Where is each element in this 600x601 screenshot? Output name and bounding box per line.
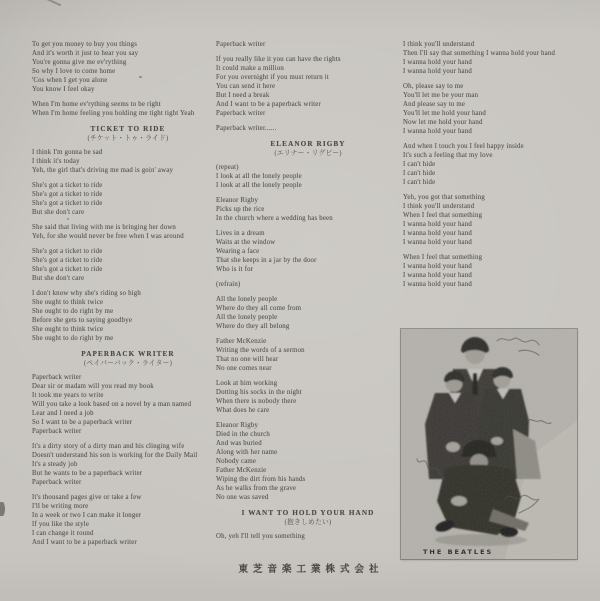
lyric-line: Yeh, the girl that's driving me mad is goin' away [32, 167, 174, 174]
lyric-line: What does he care [216, 407, 270, 414]
lyrics-column-right [403, 40, 595, 295]
beatles-photo [401, 329, 577, 559]
lyric-line: In a week or two I can make it longer [32, 512, 142, 519]
lyric-line: As he walks from the grave [216, 485, 297, 492]
lyric-line: She's got a ticket to ride [32, 248, 103, 255]
song-title: ELEANOR RIGBY [270, 140, 346, 148]
lyric-line: Dotting his socks in the night [216, 389, 302, 396]
lyric-line: No one was saved [216, 494, 269, 501]
lyric-stanza [403, 142, 595, 187]
lyric-line: No one comes near [216, 365, 272, 372]
lyric-stanza [32, 223, 224, 241]
song-heading [32, 124, 224, 144]
lyric-line: I can't hide [403, 179, 436, 186]
lyric-line: And please say to me [403, 101, 466, 108]
lyric-line: And it's worth it just to hear you say [32, 50, 139, 57]
lyric-line: She's got a ticket to ride [32, 200, 103, 207]
lyric-line: Paperback writer [32, 374, 82, 381]
lyric-line: But she don't care [32, 209, 85, 216]
lyric-stanza [32, 100, 224, 118]
lyric-line: Writing the words of a sermon [216, 347, 305, 354]
lyric-line: Paperback writer [32, 428, 82, 435]
song-title: TICKET TO RIDE [90, 125, 166, 133]
lyric-stanza [32, 40, 224, 94]
lyric-stanza [403, 253, 595, 289]
lyric-line: She ought to think twice [32, 326, 104, 333]
song-heading [32, 349, 224, 369]
lyric-line: Lives in a dream [216, 230, 265, 237]
lyric-line: I wanna hold your hand [403, 281, 472, 288]
photo-caption: THE BEATLES [423, 548, 494, 556]
lyric-stanza [32, 181, 224, 217]
lyric-line: I wanna hold your hand [403, 263, 472, 270]
lyric-line: I think I'm gonna be sad [32, 149, 103, 156]
lyric-line: I can't hide [403, 161, 436, 168]
lyric-line: Nobody came [216, 458, 257, 465]
lyric-stanza [216, 532, 400, 541]
lyric-line: You'll let me hold your hand [403, 110, 486, 117]
lyric-line: It's a steady job [32, 461, 78, 468]
lyric-stanza [32, 247, 224, 283]
lyric-line: She ought to think twice [32, 299, 104, 306]
lyric-line: I think you'll understand [403, 203, 475, 210]
song-heading [216, 508, 400, 528]
lyric-line: It's such a feeling that my love [403, 152, 493, 159]
lyric-stanza [32, 289, 224, 343]
lyric-stanza [216, 229, 400, 274]
lyric-line: Now let me hold your hand [403, 119, 483, 126]
lyric-line: Oh, please say to me [403, 83, 464, 90]
scan-speck [67, 218, 69, 220]
lyric-line: Doesn't understand his son is working for the Daily Mail [32, 452, 198, 459]
lyric-line: Where do they all come from [216, 305, 302, 312]
lyric-line: When I'm home feeling you holding me tight tight Yeah [32, 110, 195, 117]
lyric-line: That she keeps in a jar by the door [216, 257, 317, 264]
lyric-line: Look at him working [216, 380, 278, 387]
lyric-line: It could make a million [216, 65, 285, 72]
lyric-stanza [216, 196, 400, 223]
lyric-line: Then I'll say that something I wanna hold your hand [403, 50, 556, 57]
lyric-line: In the church where a wedding has been [216, 215, 333, 222]
lyric-line: All the lonely people [216, 296, 278, 303]
lyric-line: You know I feel okay [32, 86, 95, 93]
lyric-line: For you overnight if you must return it [216, 74, 329, 81]
song-title: PAPERBACK WRITER [81, 350, 175, 358]
lyric-line: Lear and I need a job [32, 410, 94, 417]
song-subtitle-japanese: (ペイパーバック・ライター) [83, 360, 173, 367]
lyric-line: And I want to be a paperback writer [32, 539, 137, 546]
lyric-line: When I feel that something [403, 254, 483, 261]
lyric-line: It took me years to write [32, 392, 104, 399]
lyric-stanza [32, 493, 224, 547]
lyric-line: Who is it for [216, 266, 254, 273]
lyric-line: And I want to be a paperback writer [216, 101, 321, 108]
scan-corner-scratch [37, 0, 62, 6]
lyric-stanza [216, 163, 400, 190]
lyric-line: Yeh, you got that something [403, 194, 485, 201]
lyric-stanza [32, 442, 224, 487]
lyric-line: I look at all the lonely people [216, 173, 302, 180]
lyric-line: You can send it here [216, 83, 276, 90]
lyric-stanza [216, 295, 400, 331]
lyric-line: When there is nobody there [216, 398, 297, 405]
lyric-stanza [216, 421, 400, 502]
lyric-line: If you like the style [32, 521, 90, 528]
lyric-line: She ought to do right by me [32, 335, 114, 342]
publisher-footer: 東芝音楽工業株式会社 [238, 564, 384, 575]
lyric-line: I think it's today [32, 158, 80, 165]
lyric-line: Paperback writer [32, 479, 82, 486]
lyric-stanza [216, 379, 400, 415]
lyric-line: I wanna hold your hand [403, 68, 472, 75]
lyric-line: I wanna hold your hand [403, 239, 472, 246]
lyric-line: She ought to do right by me [32, 308, 114, 315]
lyric-line: If you really like it you can have the rights [216, 56, 341, 63]
lyric-line: She's got a ticket to ride [32, 257, 103, 264]
lyric-line: Father McKenzie [216, 467, 267, 474]
beatles-photo-image [401, 329, 577, 559]
song-subtitle-japanese: (エリナー・リグビー) [274, 150, 342, 157]
lyric-line: Paperback writer...... [216, 125, 277, 132]
lyric-line: It's thousand pages give or take a few [32, 494, 142, 501]
lyric-stanza [216, 124, 400, 133]
lyric-line: Eleanor Rigby [216, 197, 259, 204]
lyric-line: Oh, yeh I'll tell you something [216, 533, 305, 540]
lyric-line: When I feel that something [403, 212, 483, 219]
lyric-line: I wanna hold your hand [403, 230, 472, 237]
lyric-line: I wanna hold your hand [403, 128, 472, 135]
lyric-line: Yeh, for she would never be free when I was around [32, 233, 184, 240]
lyric-line: Wearing a face [216, 248, 260, 255]
lyric-stanza [216, 337, 400, 373]
song-subtitle-japanese: (チケット・トゥ・ライド) [87, 135, 169, 142]
lyric-line: I don't know why she's riding so high [32, 290, 141, 297]
lyric-line: All the lonely people [216, 314, 278, 321]
lyric-stanza [216, 40, 400, 49]
lyric-line: Along with her name [216, 449, 278, 456]
lyric-line: Father McKenzie [216, 338, 267, 345]
photo-grain-overlay [401, 329, 577, 559]
lyric-stanza [32, 148, 224, 175]
lyric-line: Eleanor Rigby [216, 422, 259, 429]
lyric-line: You'll let me be your man [403, 92, 479, 99]
scan-edge-notch [0, 502, 5, 516]
lyric-line: But she don't care [32, 275, 85, 282]
lyric-line: But I need a break [216, 92, 270, 99]
lyric-line: I wanna hold your hand [403, 221, 472, 228]
lyric-line: I can change it round [32, 530, 94, 537]
song-heading [216, 139, 400, 159]
lyric-line: I wanna hold your hand [403, 272, 472, 279]
lyric-stanza [216, 55, 400, 118]
lyric-line: So I want to be a paperback writer [32, 419, 133, 426]
lyric-stanza [403, 82, 595, 136]
lyric-line: You're gonna give me ev'rything [32, 59, 127, 66]
lyric-line: To get you money to buy you things [32, 41, 138, 48]
lyric-line: 'Cos when I get you alone [32, 77, 108, 84]
lyric-line: Will you take a look based on a novel by a man named [32, 401, 192, 408]
lyric-line: She's got a ticket to ride [32, 182, 103, 189]
lyric-line: (repeat) [216, 164, 239, 171]
lyric-line: Wiping the dirt from his hands [216, 476, 306, 483]
lyric-line: She's got a ticket to ride [32, 191, 103, 198]
lyric-line: When I'm home ev'rything seems to be right [32, 101, 161, 108]
lyric-line: I wanna hold your hand [403, 59, 472, 66]
lyric-line: Picks up the rice [216, 206, 265, 213]
lyric-stanza [216, 280, 400, 289]
lyric-line: I look at all the lonely people [216, 182, 302, 189]
song-title: I WANT TO HOLD YOUR HAND [241, 509, 375, 517]
song-subtitle-japanese: (抱きしめたい) [284, 519, 332, 526]
lyrics-column-middle [216, 40, 400, 547]
lyric-line: Waits at the window [216, 239, 276, 246]
lyric-line: Before she gets to saying goodbye [32, 317, 133, 324]
lyric-line: And was buried [216, 440, 262, 447]
lyric-line: I can't hide [403, 170, 436, 177]
lyric-line: But he wants to be a paperback writer [32, 470, 143, 477]
lyric-line: I'll be writing more [32, 503, 89, 510]
lyric-line: Where do they all belong [216, 323, 290, 330]
lyric-line: It's a dirty story of a dirty man and his clinging wife [32, 443, 185, 450]
lyric-line: Died in the church [216, 431, 270, 438]
lyric-stanza [403, 193, 595, 247]
lyrics-column-left [32, 40, 224, 553]
lyric-line: I think you'll understand [403, 41, 475, 48]
lyric-line: She said that living with me is bringing her down [32, 224, 177, 231]
lyric-line: And when I touch you I feel happy inside [403, 143, 524, 150]
lyric-line: Dear sir or madam will you read my book [32, 383, 154, 390]
lyric-stanza [32, 373, 224, 436]
scan-speck [139, 76, 142, 78]
lyric-line: Paperback writer [216, 41, 266, 48]
lyric-line: That no one will hear [216, 356, 279, 363]
lyric-line: So why I love to come home [32, 68, 116, 75]
lyric-line: She's got a ticket to ride [32, 266, 103, 273]
lyric-stanza [403, 40, 595, 76]
lyric-line: (refrain) [216, 281, 241, 288]
lyric-line: Paperback writer [216, 110, 266, 117]
